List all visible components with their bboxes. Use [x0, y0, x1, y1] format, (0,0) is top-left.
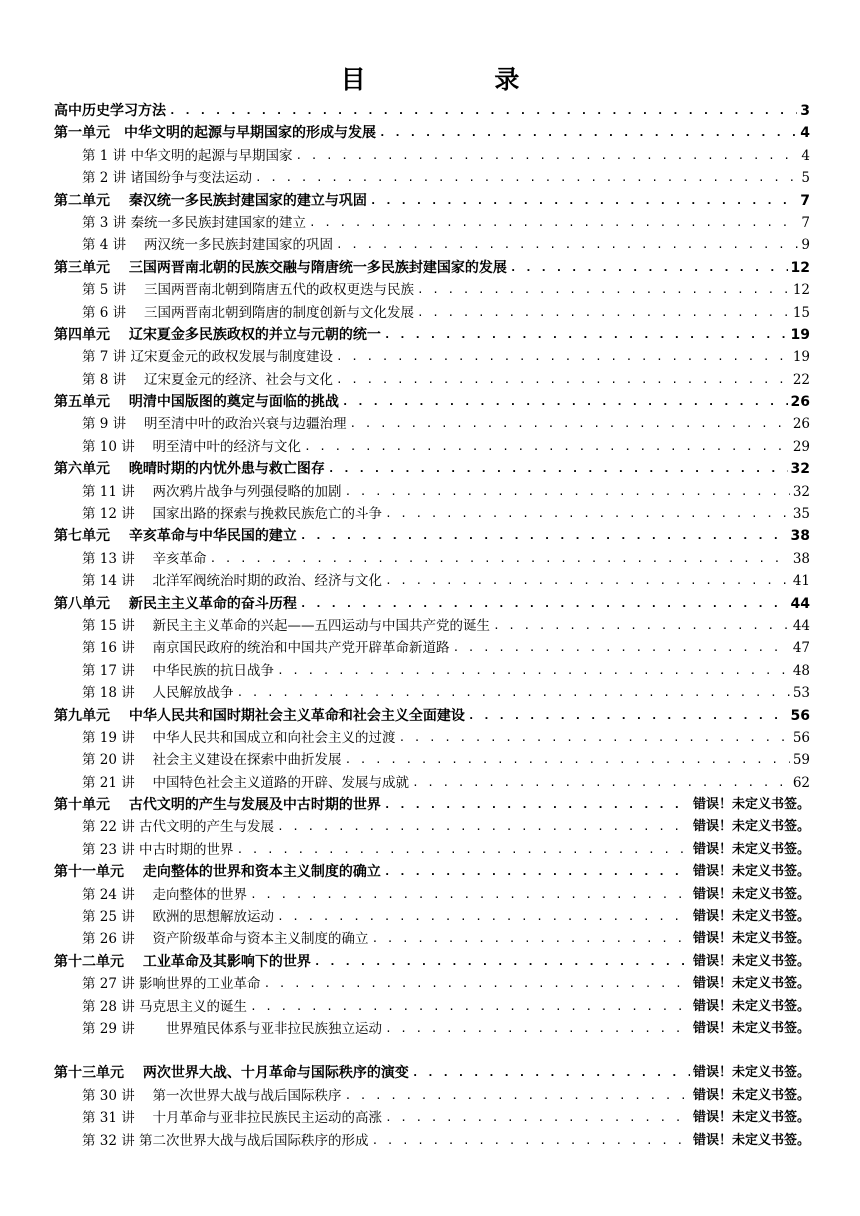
- dot-leader: [336, 234, 798, 256]
- toc-entry-title: 第 32 讲 第二次世界大战与战后国际秩序的形成: [82, 1132, 369, 1149]
- toc-entry-page: 41: [792, 573, 810, 590]
- toc-lesson-entry[interactable]: [54, 481, 810, 503]
- dot-leader: [255, 167, 798, 189]
- toc-entry-title: 第二单元 秦汉统一多民族封建国家的建立与巩固: [54, 192, 367, 209]
- dot-leader: [277, 817, 690, 839]
- dot-leader: [349, 413, 789, 435]
- dot-leader: [328, 458, 788, 480]
- toc-lesson-entry[interactable]: [54, 1018, 810, 1040]
- dot-leader: [237, 839, 690, 861]
- toc-entry-page: 错误！未定义书签。: [692, 1065, 810, 1081]
- toc-lesson-entry[interactable]: [54, 973, 810, 995]
- toc-entry-title: 第十单元 古代文明的产生与发展及中古时期的世界: [54, 797, 381, 814]
- toc-entry-title: 第 23 讲 中古时期的世界: [82, 841, 234, 858]
- toc-entry-title: 第 31 讲 十月革命与亚非拉民族民主运动的高涨: [82, 1110, 383, 1127]
- toc-entry-title: 第 30 讲 第一次世界大战与战后国际秩序: [82, 1087, 342, 1104]
- toc-entry-title: 第 22 讲 古代文明的产生与发展: [82, 819, 275, 836]
- toc-entry-title: 第 5 讲 三国两晋南北朝到隋唐五代的政权更迭与民族: [82, 282, 414, 299]
- toc-entry-title: 第四单元 辽宋夏金多民族政权的并立与元朝的统一: [54, 326, 381, 343]
- toc-lesson-entry[interactable]: [54, 727, 810, 749]
- toc-unit-entry[interactable]: [54, 794, 810, 816]
- dot-leader: [493, 615, 790, 637]
- dot-leader: [468, 705, 788, 727]
- toc-entry-page: 15: [792, 304, 810, 321]
- toc-lesson-entry[interactable]: [54, 817, 810, 839]
- dot-leader: [210, 548, 790, 570]
- toc-lesson-entry[interactable]: [54, 772, 810, 794]
- toc-entry-title: 第十一单元 走向整体的世界和资本主义制度的确立: [54, 864, 381, 881]
- toc-unit-entry[interactable]: [54, 122, 810, 144]
- toc-entry-title: 第 24 讲 走向整体的世界: [82, 886, 248, 903]
- toc-entry-page: 19: [790, 326, 810, 343]
- toc-lesson-entry[interactable]: [54, 167, 810, 189]
- toc-entry-page: 错误！未定义书签。: [692, 998, 810, 1014]
- dot-leader: [250, 884, 690, 906]
- toc-lesson-entry[interactable]: [54, 548, 810, 570]
- toc-entry-page: 错误！未定义书签。: [692, 819, 810, 835]
- toc-entry-title: 第 10 讲 明至清中叶的经济与文化: [82, 438, 302, 455]
- toc-entry-page: 26: [790, 394, 810, 411]
- toc-lesson-entry[interactable]: [54, 234, 810, 256]
- dot-leader: [412, 772, 790, 794]
- toc-entry-page: 56: [790, 707, 810, 724]
- toc-entry-title: 第八单元 新民主主义革命的奋斗历程: [54, 595, 297, 612]
- dot-leader: [385, 1107, 690, 1129]
- toc-lesson-entry[interactable]: [54, 660, 810, 682]
- dot-leader: [372, 1130, 690, 1152]
- toc-lesson-entry[interactable]: [54, 503, 810, 525]
- toc-entry-title: 第 29 讲 世界殖民体系与亚非拉民族独立运动: [82, 1021, 383, 1037]
- toc-entry-title: 第 26 讲 资产阶级革命与资本主义制度的确立: [82, 931, 369, 948]
- toc-entry-page: 错误！未定义书签。: [692, 1110, 810, 1126]
- toc-lesson-entry[interactable]: [54, 279, 810, 301]
- toc-entry-title: 第 13 讲 辛亥革命: [82, 550, 207, 567]
- toc-lesson-entry[interactable]: [54, 839, 810, 861]
- toc-unit-entry[interactable]: [54, 951, 810, 973]
- toc-entry-title: 第 14 讲 北洋军阀统治时期的政治、经济与文化: [82, 573, 383, 590]
- toc-lesson-entry[interactable]: [54, 996, 810, 1018]
- toc-entry-page: 错误！未定义书签。: [692, 976, 810, 992]
- dot-leader: [385, 570, 790, 592]
- toc-lesson-entry[interactable]: [54, 369, 810, 391]
- dot-leader: [277, 906, 690, 928]
- toc-entry-page: 9: [801, 237, 810, 254]
- dot-leader: [379, 122, 797, 144]
- dot-leader: [300, 525, 788, 547]
- toc-lesson-entry[interactable]: [54, 615, 810, 637]
- toc-entry-page: 62: [792, 774, 810, 791]
- dot-leader: [345, 1085, 690, 1107]
- toc-entry-page: 44: [790, 595, 810, 612]
- dot-leader: [370, 190, 797, 212]
- toc-entry-title: 第 20 讲 社会主义建设在探索中曲折发展: [82, 752, 342, 769]
- dot-leader: [169, 100, 797, 122]
- dot-leader: [345, 481, 790, 503]
- toc-lesson-entry[interactable]: [54, 302, 810, 324]
- toc-entry-title: 第 15 讲 新民主主义革命的兴起——五四运动与中国共产党的诞生: [82, 617, 491, 634]
- toc-entry-page: 53: [792, 685, 810, 702]
- dot-leader: [250, 996, 690, 1018]
- toc-entry-title: 第 12 讲 国家出路的探索与挽救民族危亡的斗争: [82, 506, 383, 523]
- dot-leader: [384, 324, 788, 346]
- toc-entry-page: 错误！未定义书签。: [692, 931, 810, 947]
- page-title: 目 录: [340, 65, 580, 94]
- toc-unit-entry[interactable]: [54, 190, 810, 212]
- toc-entry-title: 第 7 讲 辽宋夏金元的政权发展与制度建设: [82, 349, 333, 366]
- toc-entry-title: 第 18 讲 人民解放战争: [82, 685, 234, 702]
- toc-entry-page: 59: [792, 752, 810, 769]
- toc-unit-entry[interactable]: [54, 391, 810, 413]
- toc-lesson-entry[interactable]: [54, 749, 810, 771]
- toc-unit-entry[interactable]: [54, 324, 810, 346]
- dot-leader: [336, 346, 790, 368]
- toc-entry-page: 错误！未定义书签。: [692, 1087, 810, 1103]
- toc-entry-title: 第七单元 辛亥革命与中华民国的建立: [54, 528, 297, 545]
- table-of-contents: [54, 100, 810, 1152]
- toc-entry-page: 38: [790, 528, 810, 545]
- dot-leader: [384, 861, 690, 883]
- dot-leader: [314, 951, 690, 973]
- toc-unit-entry[interactable]: [54, 100, 810, 122]
- toc-entry-title: 第三单元 三国两晋南北朝的民族交融与隋唐统一多民族封建国家的发展: [54, 259, 507, 276]
- toc-entry-page: 7: [801, 214, 810, 231]
- dot-leader: [342, 391, 788, 413]
- toc-entry-page: 38: [792, 550, 810, 567]
- toc-entry-page: 32: [792, 483, 810, 500]
- dot-leader: [304, 436, 790, 458]
- toc-entry-title: 第 2 讲 诸国纷争与变法运动: [82, 170, 252, 187]
- toc-entry-page: 26: [792, 416, 810, 433]
- toc-lesson-entry[interactable]: [54, 928, 810, 950]
- toc-lesson-entry[interactable]: [54, 346, 810, 368]
- toc-entry-title: 第 28 讲 马克思主义的诞生: [82, 998, 248, 1015]
- toc-entry-title: 第 21 讲 中国特色社会主义道路的开辟、发展与成就: [82, 774, 410, 791]
- toc-unit-entry[interactable]: [54, 861, 810, 883]
- toc-unit-entry[interactable]: [54, 257, 810, 279]
- toc-entry-page: 12: [792, 282, 810, 299]
- toc-lesson-entry[interactable]: [54, 436, 810, 458]
- toc-entry-page: 44: [792, 617, 810, 634]
- toc-lesson-entry[interactable]: [54, 884, 810, 906]
- dot-leader: [384, 794, 690, 816]
- toc-entry-page: 47: [792, 640, 810, 657]
- toc-entry-title: 第 17 讲 中华民族的抗日战争: [82, 662, 275, 679]
- toc-entry-page: 12: [790, 259, 810, 276]
- toc-entry-page: 错误！未定义书签。: [692, 1132, 810, 1148]
- toc-entry-title: 第 3 讲 秦统一多民族封建国家的建立: [82, 214, 306, 231]
- toc-entry-page: 4: [801, 147, 810, 164]
- toc-lesson-entry[interactable]: [54, 906, 810, 928]
- toc-entry-page: 29: [792, 438, 810, 455]
- toc-entry-title: 第 8 讲 辽宋夏金元的经济、社会与文化: [82, 371, 333, 388]
- toc-lesson-entry[interactable]: [54, 637, 810, 659]
- toc-entry-page: 7: [800, 192, 810, 209]
- toc-entry-page: 4: [800, 125, 810, 142]
- dot-leader: [372, 928, 690, 950]
- dot-leader: [399, 727, 790, 749]
- toc-entry-title: 第 1 讲 中华文明的起源与早期国家: [82, 147, 293, 164]
- toc-unit-entry[interactable]: [54, 1062, 810, 1084]
- dot-leader: [237, 682, 790, 704]
- dot-leader: [277, 660, 790, 682]
- toc-unit-entry[interactable]: [54, 458, 810, 480]
- toc-entry-title: 第五单元 明清中国版图的奠定与面临的挑战: [54, 394, 339, 411]
- toc-entry-page: 35: [792, 506, 810, 523]
- dot-leader: [264, 973, 690, 995]
- toc-entry-title: 第十三单元 两次世界大战、十月革命与国际秩序的演变: [54, 1065, 409, 1082]
- toc-entry-title: 第 27 讲 影响世界的工业革命: [82, 976, 261, 993]
- toc-entry-title: 第一单元 中华文明的起源与早期国家的形成与发展: [54, 125, 376, 142]
- toc-lesson-entry[interactable]: [54, 1130, 810, 1152]
- toc-entry-page: 48: [792, 662, 810, 679]
- toc-lesson-entry[interactable]: [54, 1085, 810, 1107]
- toc-entry-page: 错误！未定义书签。: [692, 886, 810, 902]
- toc-entry-title: 第 4 讲 两汉统一多民族封建国家的巩固: [82, 237, 333, 254]
- toc-entry-title: 高中历史学习方法: [54, 102, 166, 119]
- toc-entry-page: 19: [792, 349, 810, 366]
- dot-leader: [453, 637, 790, 659]
- toc-unit-entry[interactable]: [54, 705, 810, 727]
- dot-leader: [300, 593, 788, 615]
- toc-entry-title: 第 19 讲 中华人民共和国成立和向社会主义的过渡: [82, 729, 396, 746]
- dot-leader: [385, 503, 790, 525]
- toc-entry-page: 22: [792, 371, 810, 388]
- dot-leader: [417, 302, 790, 324]
- toc-lesson-entry[interactable]: [54, 413, 810, 435]
- toc-unit-entry[interactable]: [54, 593, 810, 615]
- toc-entry-page: 错误！未定义书签。: [692, 864, 810, 880]
- toc-entry-page: 错误！未定义书签。: [692, 1021, 810, 1036]
- toc-entry-title: 第九单元 中华人民共和国时期社会主义革命和社会主义全面建设: [54, 707, 465, 724]
- toc-entry-page: 错误！未定义书签。: [692, 797, 810, 813]
- toc-lesson-entry[interactable]: [54, 570, 810, 592]
- dot-leader: [412, 1062, 690, 1084]
- toc-entry-title: 第 11 讲 两次鸦片战争与列强侵略的加剧: [82, 483, 342, 500]
- toc-lesson-entry[interactable]: [54, 1107, 810, 1129]
- toc-entry-title: 第 16 讲 南京国民政府的统治和中国共产党开辟革命新道路: [82, 640, 450, 657]
- toc-lesson-entry[interactable]: [54, 212, 810, 234]
- toc-entry-title: 第 25 讲 欧洲的思想解放运动: [82, 909, 275, 926]
- toc-entry-title: 第十二单元 工业革命及其影响下的世界: [54, 953, 311, 970]
- toc-lesson-entry[interactable]: [54, 145, 810, 167]
- toc-entry-page: 错误！未定义书签。: [692, 909, 810, 925]
- dot-leader: [385, 1018, 690, 1040]
- toc-entry-page: 错误！未定义书签。: [692, 841, 810, 857]
- toc-lesson-entry[interactable]: [54, 682, 810, 704]
- dot-leader: [417, 279, 790, 301]
- dot-leader: [345, 749, 790, 771]
- toc-entry-page: 5: [801, 170, 810, 187]
- toc-entry-title: 第六单元 晚晴时期的内忧外患与救亡图存: [54, 461, 325, 478]
- dot-leader: [295, 145, 798, 167]
- toc-entry-title: 第 6 讲 三国两晋南北朝到隋唐的制度创新与文化发展: [82, 304, 414, 321]
- toc-entry-title: 第 9 讲 明至清中叶的政治兴衰与边疆治理: [82, 416, 347, 433]
- toc-entry-page: 32: [790, 461, 810, 478]
- toc-unit-entry[interactable]: [54, 525, 810, 547]
- dot-leader: [336, 369, 790, 391]
- toc-entry-page: 3: [800, 102, 810, 119]
- toc-entry-page: 56: [792, 729, 810, 746]
- toc-entry-page: 错误！未定义书签。: [692, 953, 810, 969]
- dot-leader: [309, 212, 798, 234]
- dot-leader: [510, 257, 788, 279]
